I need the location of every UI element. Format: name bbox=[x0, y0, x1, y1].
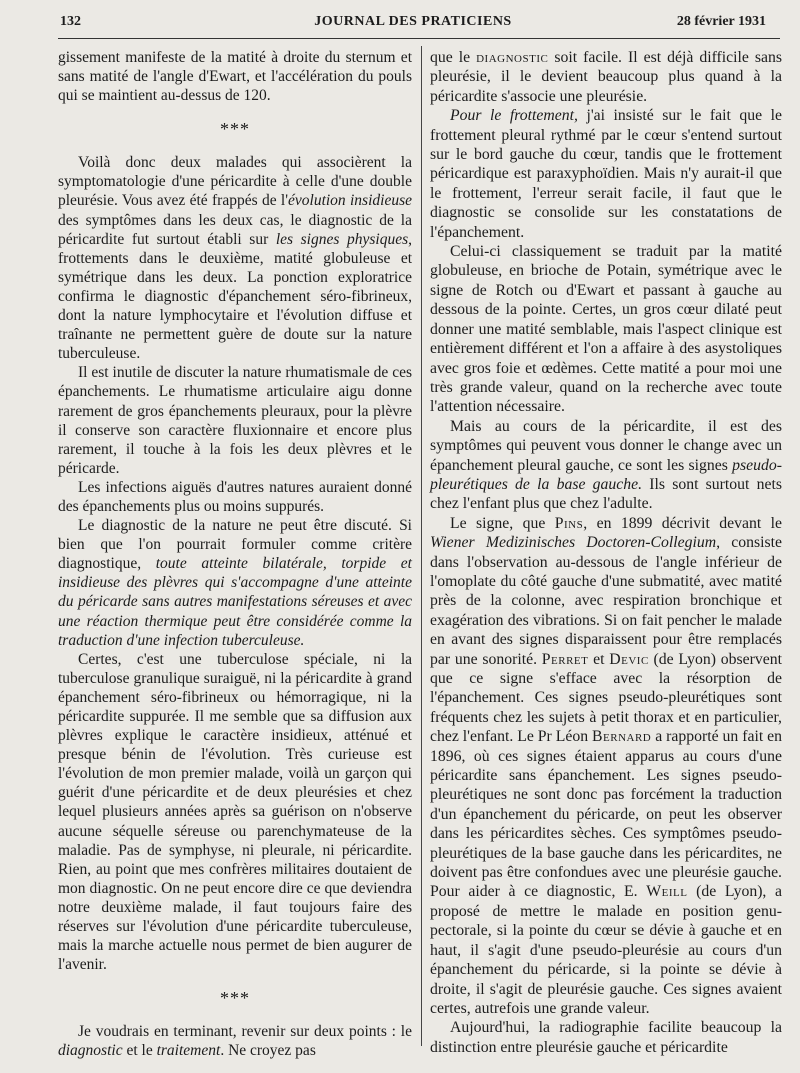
page-header bbox=[60, 14, 766, 36]
paragraph: que le diagnostic soit facile. Il est déjà difficile sans pleurésie, il le devient beaucoup plus quand à la péricardite s'associe une pleurésie. bbox=[430, 49, 783, 105]
paragraph: Celui-ci classiquement se traduit par la matité globuleuse, en brioche de Potain, symétrique avec le signe de Rotch ou d'Ewart et passant à gauche au dessous de la pointe. Certes, un gros cœur dilaté peut donner une matité semblable, mais l'aspect clinique est entièrement différent et l'on a affaire à des asystoliques avec gros foie et œdèmes. Cette matité a pour moi une très grande valeur, quand on la recherche avec toute l'attention nécessaire. bbox=[430, 243, 782, 416]
paragraph: Je voudrais en terminant, revenir sur deux points : le diagnostic et le traitement. Ne croyez pas bbox=[58, 1023, 412, 1060]
header-rule bbox=[58, 38, 780, 39]
journal-title: JOURNAL DES PRATICIENS bbox=[314, 14, 512, 29]
issue-date: 28 février 1931 bbox=[676, 14, 766, 29]
right-column bbox=[430, 48, 782, 1057]
paragraph: Voilà donc deux malades qui associèrent la symptomatologie d'une péricardite à celle d'une double pleurésie. Vous avez été frappés de l'évolution insidieuse des symptômes dans les deux cas, le diagnostic de la péricardite fut surtout établi sur les signes physiques, frottements dans le deuxième, matité globuleuse et symétrique dans les deux. La ponction exploratrice confirma le diagnostic d'épanchement séro-fibrineux, dont la nature lymphocytaire et l'évolution diffuse et traînante ne permettent guère de doute sur la nature tuberculeuse. bbox=[58, 154, 412, 363]
paragraph: Aujourd'hui, la radiographie facilite beaucoup la distinction entre pleurésie gauche et péricardite bbox=[430, 1019, 782, 1056]
paragraph: Le diagnostic de la nature ne peut être discuté. Si bien que l'on pourrait formuler comme critère diagnostique, toute atteinte bilatérale, torpide et insidieuse des plèvres qui s'accompagne d'une atteinte du péricarde sans autres manifestations séreuses et avec une réaction thermique peut être considérée comme la traduction d'une infection tuberculeuse. bbox=[58, 517, 412, 649]
column-divider bbox=[421, 46, 422, 1046]
section-separator: *** bbox=[220, 988, 250, 1009]
paragraph: Le signe, que Pins, en 1899 décrivit devant le Wiener Medizinisches Doctoren-Collegium, consiste dans l'observation au-dessous de l'angle inférieur de l'omoplate du côté gauche d'une submatité, avec matité près de la colonne, avec respiration bronchique et exagération des vibrations. Si on fait pencher le malade en avant des signes disparaissent pour être remplacés par une sonorité. Perret et Devic (de Lyon) observent que ce signe s'efface avec la résorption de l'épanchement. Ces signes pseudo-pleurétiques sont fréquents chez les sujets à petit thorax et en particulier, chez l'enfant. Le Pr Léon Bernard a rapporté un fait en 1896, où ces signes étaient apparus au cours d'une péricardite sans épanchement. Les signes pseudo-pleurétiques ne sont donc pas forcément la traduction d'un épanchement du péricarde, on peut les observer dans les péricardites sèches. Ces symptômes pseudo-pleurétiques de la base gauche dans les péricardites, ne doivent pas être confondues avec une pleurésie gauche. Pour aider à ce diagnostic, E. Weill (de Lyon), a proposé de mettre le malade en position genu-pectorale, si la pointe du cœur se dévie à gauche et en haut, il s'agit d'une pseudo-pleurésie au cours d'un épanchement du péricarde, si la pointe se dévie à droite, il s'agit de pleurésie gauche. Ces signes avaient certes, autrefois une grande valeur. bbox=[430, 514, 783, 1017]
paragraph: Pour le frottement, j'ai insisté sur le fait que le frottement pleural rythmé par le cœur s'entend surtout sur le bord gauche du cœur, tandis que le frottement péricardique est paraxyphoïdien. Mais n'y aurait-il que le frottement, l'erreur serait facile, il faut que le diagnostic se consolide sur les constatations de l'épanchement. bbox=[430, 107, 782, 241]
paragraph: Certes, c'est une tuberculose spéciale, ni la tuberculose granulique suraiguë, ni la péricardite à grand épanchement séro-fibrineux ou hémorragique, ni la péricardite suppurée. Il me semble que sa diffusion aux plèvres explique le caractère insidieux, atténué et presque bénin de l'évolution. Très curieuse est l'évolution de mon premier malade, voilà un garçon qui guérit d'une péricardite et de deux pleurésies et chez lequel plusieurs années après sa guérison on n'observe aucune séquelle séreuse ou parenchymateuse de la maladie. Pas de symphyse, ni pleurale, ni péricardite. Rien, au point que mes confrères militaires doutaient de mon diagnostic. On ne peut encore dire ce que deviendra notre deuxième malade, il faut toujours faire des réserves sur l'évolution d'une péricardite tuberculeuse, mais la marche actuelle nous permet de bien augurer de l'avenir. bbox=[58, 650, 412, 974]
paragraph: Les infections aiguës d'autres natures auraient donné des épanchements plus ou moins suppurés. bbox=[58, 478, 412, 515]
left-column bbox=[58, 48, 412, 1061]
page-number: 132 bbox=[60, 14, 81, 29]
paragraph: Mais au cours de la péricardite, il est des symptômes qui peuvent vous donner le change avec un épanchement pleural gauche, ce sont les signes pseudo-pleurétiques de la base gauche. Ils sont surtout nets chez l'enfant plus que chez l'adulte. bbox=[430, 417, 782, 513]
section-separator: *** bbox=[220, 119, 250, 140]
paragraph: Il est inutile de discuter la nature rhumatismale de ces épanchements. Le rhumatisme articulaire aigu donne rarement de gros épanchements pleuraux, pour la plèvre il conserve son caractère fluxionnaire et encore plus rarement, il touche à la fois les deux plèvres et le péricarde. bbox=[58, 364, 412, 477]
paragraph: gissement manifeste de la matité à droite du sternum et sans matité de l'angle d'Ewart, et l'accélération du pouls qui se maintient au-dessus de 120. bbox=[58, 49, 412, 105]
